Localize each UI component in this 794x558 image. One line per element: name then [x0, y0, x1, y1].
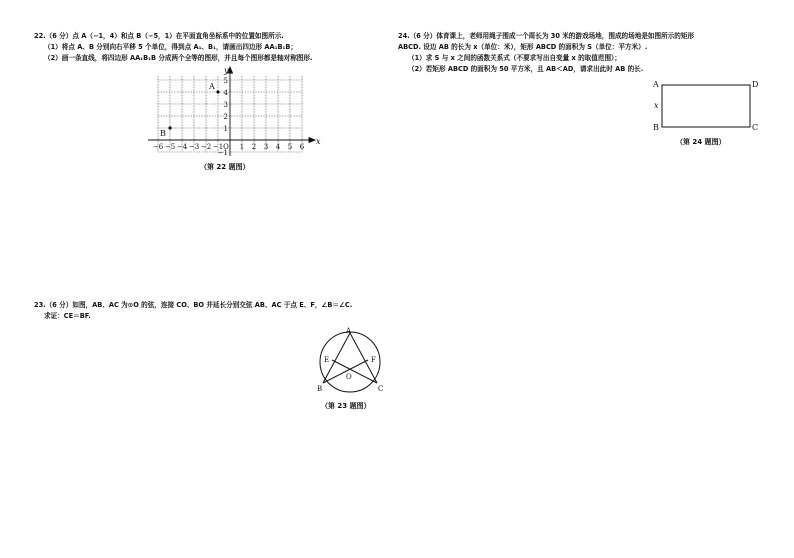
q23-caption: （第 23 题图） — [321, 402, 371, 410]
q23-line1: 23.（6 分）如图，AB、AC 为⊙O 的弦，连接 CO、BO 并延长分别交弦 AB、AC 于点 E、F，∠B＝∠C. — [34, 301, 353, 309]
q22-x-tick: 5 — [287, 143, 293, 151]
q23-label-f: F — [371, 356, 376, 364]
q22-line1: 22.（6 分）点 A（−1，4）和点 B（−5，1）在平面直角坐标系中的位置如图所示. — [34, 32, 284, 40]
q22-y-axis-label: y — [224, 66, 229, 75]
q24-caption: （第 24 题图） — [676, 138, 726, 146]
q24-line3: （1）求 S 与 x 之间的函数关系式（不要求写出自变量 x 的取值范围）； — [408, 54, 621, 62]
q22-x-axis-label: x — [316, 137, 321, 146]
q22-origin-label: O — [223, 143, 229, 151]
q22-x-tick: −6 — [152, 143, 164, 151]
q22-point-b-label: B — [160, 129, 166, 138]
q24-rectangle-figure — [648, 76, 764, 134]
q22-y-tick: −1 — [217, 149, 228, 157]
q24-line1: 24.（6 分）体育课上，老师用绳子围成一个周长为 30 米的游戏场地，围成的场地是如图所示的矩形 — [398, 32, 695, 40]
q23-circle-figure — [310, 325, 390, 397]
q22-y-tick: 5 — [223, 77, 228, 85]
q23-line2: 求证：CE＝BF. — [44, 312, 91, 320]
q24-label-d: D — [752, 80, 759, 89]
q22-x-tick: 1 — [239, 143, 245, 151]
q22-point-a-label: A — [209, 82, 215, 91]
q22-x-tick: 3 — [263, 143, 269, 151]
q22-y-tick: 4 — [223, 89, 228, 97]
q23-label-c: C — [378, 385, 384, 393]
q22-x-tick: 6 — [299, 143, 305, 151]
q22-x-tick: −3 — [188, 143, 200, 151]
q22-y-tick: 3 — [223, 101, 228, 109]
q22-x-tick: −4 — [176, 143, 188, 151]
q22-x-tick: −5 — [164, 143, 176, 151]
q24-line4: （2）若矩形 ABCD 的面积为 50 平方米，且 AB＜AD，请求出此时 AB 的长. — [408, 65, 644, 73]
q22-y-tick: 2 — [223, 113, 228, 121]
q23-label-a: A — [346, 327, 352, 335]
q23-label-b: B — [317, 385, 323, 393]
q23-label-e: E — [324, 356, 330, 364]
q24-label-b: B — [653, 123, 659, 132]
q22-x-tick: −2 — [200, 143, 212, 151]
q23-label-o: O — [346, 373, 352, 381]
q24-line2: ABCD. 设边 AB 的长为 x（单位：米），矩形 ABCD 的面积为 S（单位：平方米）. — [398, 43, 648, 51]
q22-x-tick: 4 — [275, 143, 281, 151]
q22-y-tick: 1 — [223, 125, 228, 133]
q22-coordinate-grid — [140, 64, 330, 164]
q22-line3: （2）画一条直线，将四边形 AA₁B₁B 分成两个全等的图形，并且每个图形都是轴对称图形. — [44, 54, 313, 62]
q22-line2: （1）将点 A、B 分别向右平移 5 个单位，得到点 A₁、B₁，请画出四边形 AA₁B₁B； — [44, 43, 298, 51]
q24-label-c: C — [752, 123, 759, 132]
q22-x-tick: −1 — [212, 143, 224, 151]
q22-x-tick: 2 — [251, 143, 257, 151]
q22-caption: （第 22 题图） — [200, 163, 250, 171]
q24-label-a: A — [653, 80, 659, 89]
q24-label-x: x — [654, 101, 659, 110]
